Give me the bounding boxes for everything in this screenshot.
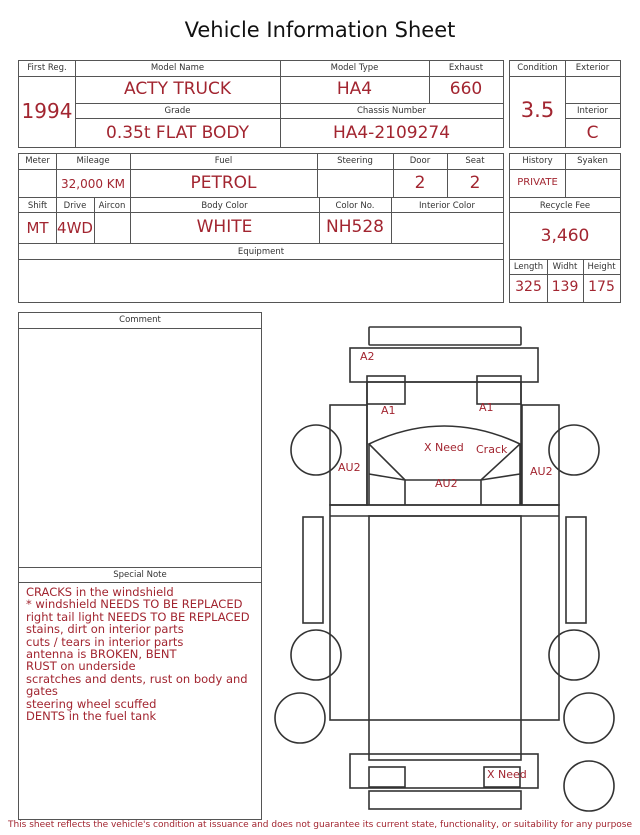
mark-a1-left: A1 [381, 404, 396, 417]
special-note-label: Special Note [113, 570, 167, 580]
mark-x-need-windshield: X Need [424, 441, 464, 454]
mark-crack: Crack [476, 443, 508, 456]
width-value: 139 [551, 279, 579, 295]
special-note-item: right tail light NEEDS TO BE REPLACED [26, 609, 250, 624]
special-note-item: * windshield NEEDS TO BE REPLACED [26, 597, 243, 612]
left-a-pillar [367, 376, 405, 404]
drive-label: Drive [63, 201, 87, 211]
front-bumper [369, 327, 521, 345]
body-color-label: Body Color [201, 201, 248, 211]
mark-au2-right: AU2 [530, 465, 553, 478]
rear-left-wheel [275, 693, 325, 743]
grade-label: Grade [164, 106, 191, 116]
left-door-panel [330, 405, 367, 505]
rear-right-wheel-front [549, 630, 599, 680]
first-reg-value: 1994 [21, 99, 73, 123]
color-no-label: Color No. [335, 201, 375, 211]
width-label: Widht [552, 262, 578, 272]
mileage-label: Mileage [76, 156, 110, 166]
model-type-label: Model Type [330, 63, 379, 73]
seat-label: Seat [465, 156, 485, 166]
exterior-label: Exterior [575, 63, 610, 73]
spare-wheel [564, 761, 614, 811]
rear-bumper [369, 791, 521, 809]
drive-value: 4WD [57, 219, 93, 237]
special-note-item: stains, dirt on interior parts [26, 622, 184, 637]
interior-label: Interior [576, 106, 608, 116]
color-no-value: NH528 [326, 217, 384, 237]
special-note-item: CRACKS in the windshield [26, 585, 174, 599]
mark-au2-center: AU2 [435, 477, 458, 490]
right-bed-side [566, 517, 586, 623]
model-type-value: HA4 [336, 79, 373, 99]
meter-label: Meter [25, 156, 50, 166]
bed-floor [369, 516, 521, 760]
steering-label: Steering [337, 156, 373, 166]
seat-value: 2 [469, 173, 481, 193]
equipment-label: Equipment [237, 247, 285, 257]
truck-bed [330, 505, 559, 720]
first-reg-label: First Reg. [27, 63, 67, 73]
recycle-fee-value: 3,460 [540, 226, 590, 246]
height-label: Height [587, 262, 616, 272]
special-note-item: DENTS in the fuel tank [26, 709, 157, 724]
special-note-item: antenna is BROKEN, BENT [26, 647, 177, 662]
shift-label: Shift [27, 201, 48, 211]
model-name-value: ACTY TRUCK [123, 79, 232, 99]
model-name-label: Model Name [150, 63, 205, 73]
syaken-label: Syaken [577, 156, 608, 166]
mark-a1-right: A1 [479, 401, 494, 414]
front-left-wheel [291, 425, 341, 475]
mileage-value: 32,000 KM [60, 177, 126, 191]
disclaimer-footer: This sheet reflects the vehicle's condition at issuance and does not guarantee its current state, functionality, or suitability for any purpose [7, 820, 633, 830]
recycle-fee-label: Recycle Fee [539, 201, 591, 211]
special-note-item: scratches and dents, rust on body and gates [26, 671, 248, 699]
height-value: 175 [588, 279, 615, 295]
special-note-item: cuts / tears in interior parts [26, 634, 184, 649]
front-right-wheel [549, 425, 599, 475]
right-door-panel [522, 405, 559, 505]
condition-value: 3.5 [520, 98, 555, 122]
fuel-value: PETROL [190, 173, 257, 193]
chassis-value: HA4-2109274 [332, 123, 451, 143]
mark-a2-hood: A2 [360, 350, 375, 363]
page-title: Vehicle Information Sheet [184, 18, 456, 42]
history-value: PRIVATE [517, 177, 558, 188]
rear-right-wheel [564, 693, 614, 743]
grade-value: 0.35t FLAT BODY [106, 123, 249, 143]
left-bed-side [303, 517, 323, 623]
rear-left-wheel-front [291, 630, 341, 680]
interior-color-label: Interior Color [419, 201, 475, 211]
special-note-item: RUST on underside [26, 659, 136, 674]
mark-x-need-tail-light: X Need [487, 768, 527, 781]
exhaust-value: 660 [449, 79, 483, 99]
door-label: Door [409, 156, 431, 166]
history-label: History [522, 156, 553, 166]
comment-label: Comment [119, 315, 161, 325]
interior-value: C [586, 123, 599, 143]
chassis-label: Chassis Number [356, 106, 427, 116]
body-color-value: WHITE [196, 217, 253, 237]
door-value: 2 [414, 173, 426, 193]
right-a-pillar [477, 376, 521, 404]
exhaust-label: Exhaust [448, 63, 484, 73]
length-label: Length [513, 262, 544, 272]
special-note-item: steering wheel scuffed [26, 696, 157, 711]
aircon-label: Aircon [98, 201, 126, 211]
mark-au2-left: AU2 [338, 461, 361, 474]
left-tail-light [369, 767, 405, 787]
condition-label: Condition [517, 63, 558, 73]
shift-value: MT [26, 219, 49, 237]
hood [350, 348, 538, 382]
fuel-label: Fuel [214, 156, 233, 166]
length-value: 325 [515, 279, 542, 295]
right-seat-edge [481, 474, 520, 505]
left-seat-edge [369, 474, 405, 505]
